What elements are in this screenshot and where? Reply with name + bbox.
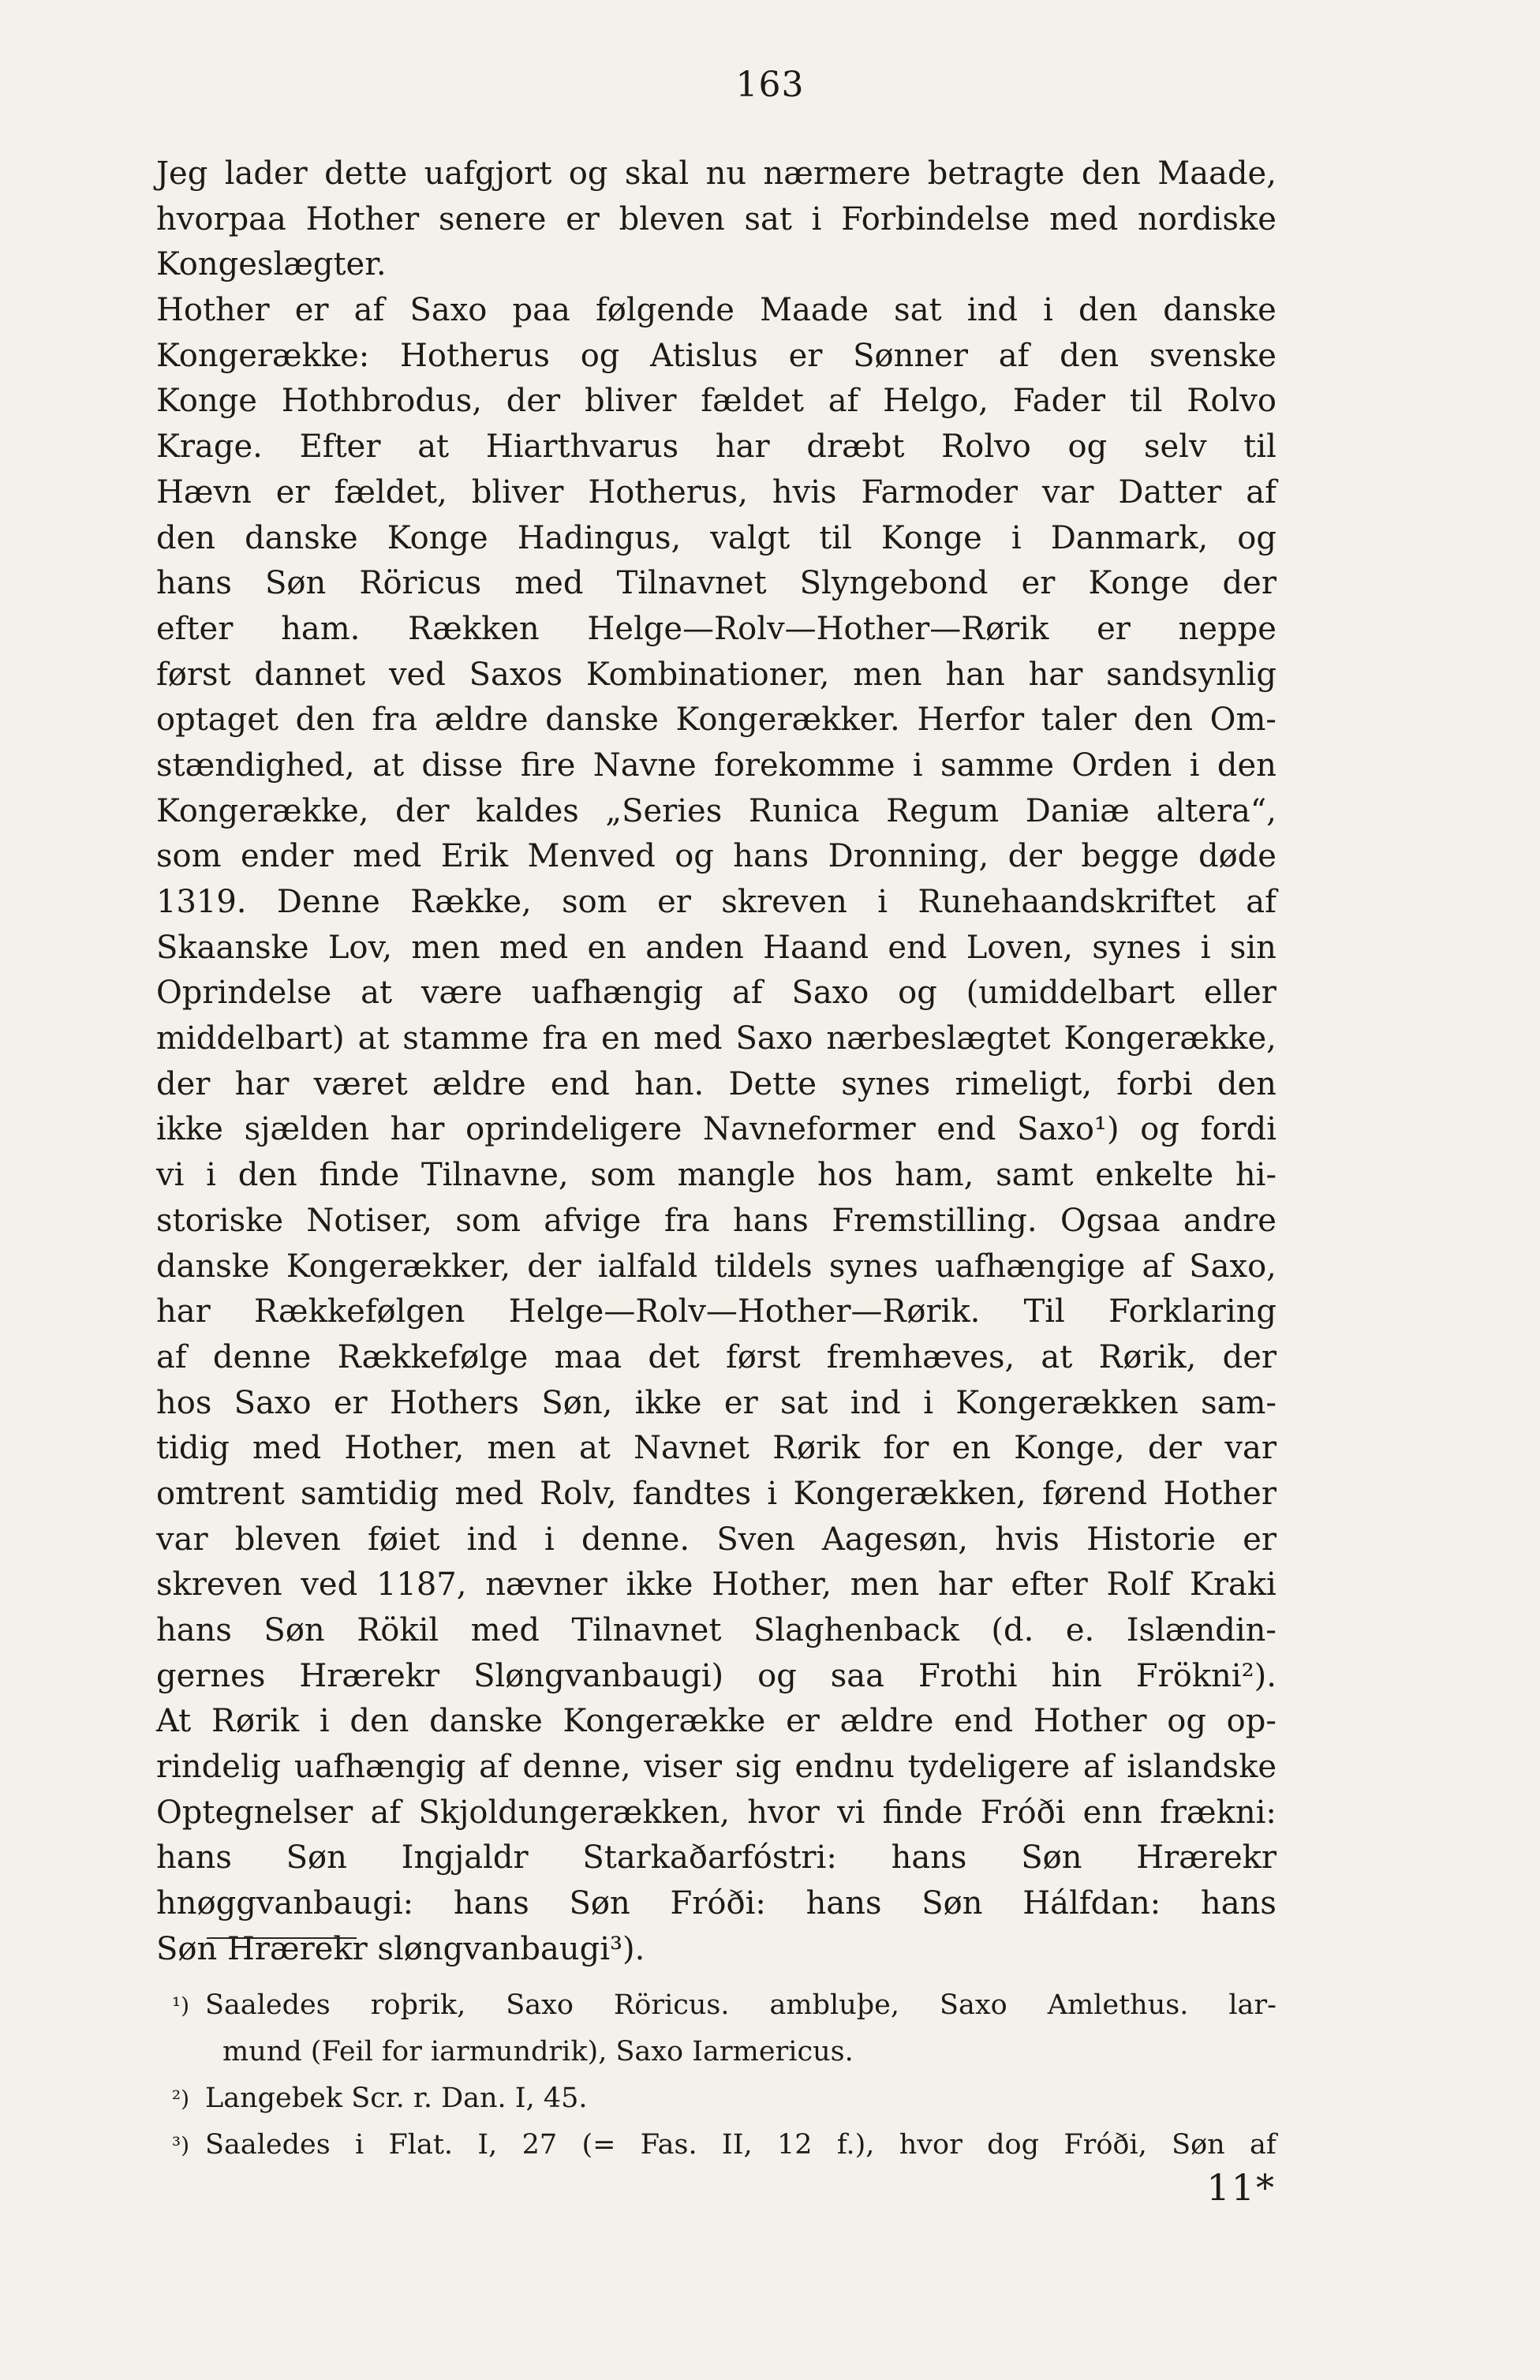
text-line: Hother er af Saxo paa følgende Maade sat ind i den danske bbox=[156, 292, 1276, 329]
text-line: 1319. Denne Række, som er skreven i Runehaandskriftet af bbox=[156, 884, 1276, 920]
footnote-text: mund (Feil for iarmundrik), Saxo Iarmericus. bbox=[222, 2036, 854, 2068]
footnote-marker: ²) bbox=[171, 2086, 189, 2112]
text-line: Hævn er fældet, bliver Hotherus, hvis Farmoder var Datter af bbox=[156, 473, 1276, 511]
signature-mark: 11* bbox=[1206, 2166, 1276, 2209]
text-line: rindelig uafhængig af denne, viser sig endnu tydeligere af islandske bbox=[156, 1749, 1276, 1786]
text-line: Søn Hrærekr sløngvanbaugi³). bbox=[156, 1930, 645, 1967]
text-line: hans Søn Röricus med Tilnavnet Slyngebond er Konge der bbox=[156, 565, 1276, 602]
text-line: storiske Notiser, som afvige fra hans Fremstilling. Ogsaa andre bbox=[156, 1202, 1276, 1239]
footnote-line bbox=[156, 2122, 1276, 2169]
text-line: skreven ved 1187, nævner ikke Hother, men har efter Rolf Kraki bbox=[156, 1566, 1276, 1604]
text-line: Kongerække, der kaldes „Series Runica Regum Daniæ altera“, bbox=[156, 792, 1276, 829]
footnote-separator bbox=[207, 1937, 357, 1939]
page-number: 163 bbox=[735, 65, 805, 105]
text-line: danske Kongerækker, der ialfald tildels synes uafhængige af Saxo, bbox=[156, 1248, 1276, 1285]
text-line: var bleven føiet ind i denne. Sven Aagesøn, hvis Historie er bbox=[156, 1521, 1276, 1558]
text-line: ikke sjælden har oprindeligere Navneformer end Saxo¹) og fordi bbox=[156, 1111, 1276, 1148]
footnote-text: Saaledes i Flat. I, 27 (= Fas. II, 12 f.), hvor dog Fróði, Søn af bbox=[205, 2129, 1276, 2161]
text-line: Kongerække: Hotherus og Atislus er Sønner af den svenske bbox=[156, 337, 1276, 374]
text-line: hnøggvanbaugi: hans Søn Fróði: hans Søn Hálfdan: hans bbox=[156, 1885, 1276, 1922]
text-line: har Rækkefølgen Helge—Rolv—Hother—Rørik. Til Forklaring bbox=[156, 1293, 1276, 1330]
text-line: middelbart) at stamme fra en med Saxo nærbeslægtet Kongerække, bbox=[156, 1020, 1276, 1057]
text-line: Kongeslægter. bbox=[156, 246, 387, 283]
text-line: Skaanske Lov, men med en anden Haand end Loven, synes i sin bbox=[156, 929, 1276, 966]
text-line: tidig med Hother, men at Navnet Rørik for en Konge, der var bbox=[156, 1430, 1276, 1467]
text-line: den danske Konge Hadingus, valgt til Konge i Danmark, og bbox=[156, 519, 1276, 556]
footnote-text: Saaledes roþrik, Saxo Röricus. ambluþe, Saxo Amlethus. lar- bbox=[205, 1989, 1276, 2021]
text-line: Optegnelser af Skjoldungerækken, hvor vi finde Fróði enn frækni: bbox=[156, 1794, 1276, 1831]
text-line: hans Søn Ingjaldr Starkaðarfóstri: hans Søn Hrærekr bbox=[156, 1839, 1276, 1877]
text-line: vi i den finde Tilnavne, som mangle hos ham, samt enkelte hi- bbox=[156, 1157, 1276, 1194]
text-line: der har været ældre end han. Dette synes rimeligt, forbi den bbox=[156, 1065, 1276, 1102]
text-line: Konge Hothbrodus, der bliver fældet af Helgo, Fader til Rolvo bbox=[156, 383, 1276, 420]
body-text bbox=[156, 152, 1276, 1973]
footnotes bbox=[156, 1982, 1276, 2169]
text-line: først dannet ved Saxos Kombinationer, men han har sandsynlig bbox=[156, 656, 1276, 693]
text-line: At Rørik i den danske Kongerække er ældre end Hother og op- bbox=[156, 1703, 1276, 1740]
text-line: hvorpaa Hother senere er bleven sat i Forbindelse med nordiske bbox=[156, 200, 1276, 238]
text-line: Jeg lader dette uafgjort og skal nu nærmere betragte den Maade, bbox=[156, 155, 1276, 192]
text-line: stændighed, at disse fire Navne forekomme i samme Orden i den bbox=[156, 747, 1276, 784]
text-line: Oprindelse at være uafhængig af Saxo og (umiddelbart eller bbox=[156, 975, 1276, 1012]
footnote-marker: ³) bbox=[171, 2132, 189, 2158]
text-line: som ender med Erik Menved og hans Dronning, der begge døde bbox=[156, 838, 1276, 875]
text-line: efter ham. Rækken Helge—Rolv—Hother—Rørik er neppe bbox=[156, 610, 1276, 647]
text-line: gernes Hrærekr Sløngvanbaugi) og saa Frothi hin Frökni²). bbox=[156, 1657, 1276, 1694]
text-line: optaget den fra ældre danske Kongerækker. Herfor taler den Om- bbox=[156, 702, 1276, 739]
footnote-line bbox=[156, 1982, 1276, 2029]
text-line: hans Søn Rökil med Tilnavnet Slaghenback (d. e. Islændin- bbox=[156, 1612, 1276, 1648]
text-line: af denne Rækkefølge maa det først fremhæves, at Rørik, der bbox=[156, 1338, 1276, 1375]
footnote-text: Langebek Scr. r. Dan. I, 45. bbox=[205, 2082, 588, 2114]
text-line: hos Saxo er Hothers Søn, ikke er sat ind i Kongerækken sam- bbox=[156, 1384, 1276, 1421]
footnote-line bbox=[156, 2029, 1276, 2075]
footnote-marker: ¹) bbox=[171, 1993, 189, 2019]
footnote-line bbox=[156, 2075, 1276, 2122]
text-line: Krage. Efter at Hiarthvarus har dræbt Rolvo og selv til bbox=[156, 428, 1276, 466]
text-line: omtrent samtidig med Rolv, fandtes i Kongerækken, førend Hother bbox=[156, 1475, 1276, 1512]
